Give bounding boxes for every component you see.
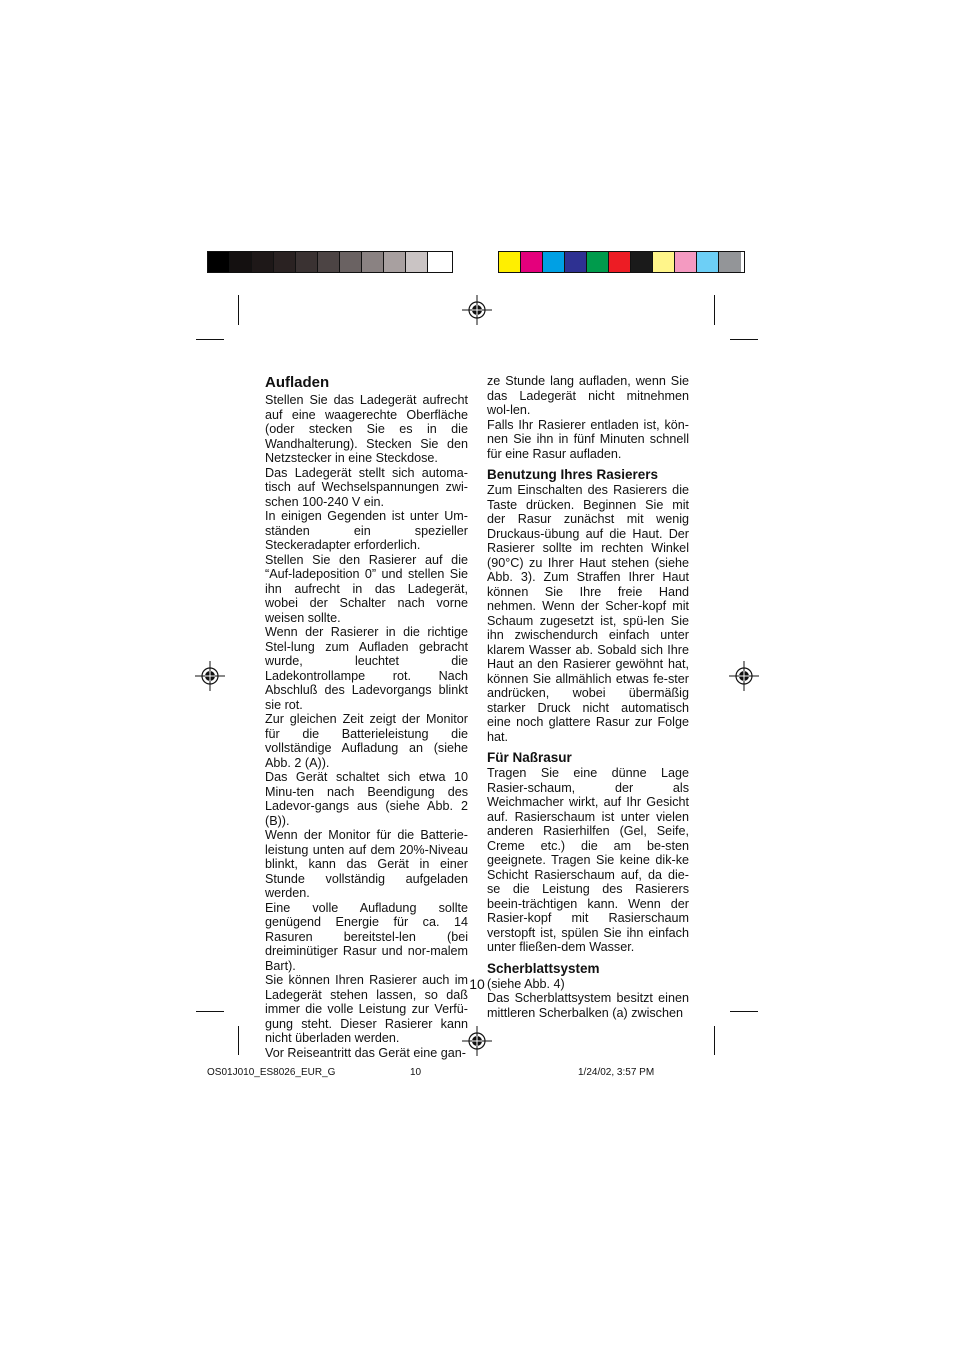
color-swatch: [384, 252, 406, 272]
color-swatch: [362, 252, 384, 272]
color-swatch: [697, 252, 719, 272]
section-heading: Benutzung Ihres Rasierers: [487, 467, 659, 482]
paragraph: Das Ladegerät stellt sich automa-tisch auf Wechselspannungen zwi-schen 100-240 V ein.: [265, 465, 468, 509]
footer-datetime: 1/24/02, 3:57 PM: [578, 1067, 655, 1078]
color-swatch: [208, 252, 230, 272]
right-column: [487, 374, 689, 1020]
color-swatch: [719, 252, 741, 272]
paragraph: Wenn der Monitor für die Batterie-leistung unten auf dem 20%-Niveau blinkt, kann das Gerät in einer Stunde vollständig aufgeladen werden.: [265, 828, 468, 900]
grayscale-calibration-strip: [207, 251, 453, 273]
color-swatch: [252, 252, 274, 272]
color-swatch: [521, 252, 543, 272]
crop-mark: [238, 1026, 239, 1055]
section-heading: Aufladen: [265, 374, 330, 391]
footer-filename: OS01J010_ES8026_EUR_G: [207, 1067, 336, 1078]
color-swatch: [499, 252, 521, 272]
paragraph: Das Scherblattsystem besitzt einen mittleren Scherbalken (a) zwischen: [487, 991, 689, 1020]
crop-mark: [730, 339, 758, 340]
paragraph: Eine volle Aufladung sollte genügend Energie für ca. 14 Rasuren bereitstel-len (bei dreiminütiger Rasur und nor-malem Bart).: [265, 900, 468, 973]
section-heading: Für Naßrasur: [487, 750, 572, 765]
crop-mark: [730, 1011, 758, 1012]
paragraph: ze Stunde lang aufladen, wenn Sie das Ladegerät nicht mitnehmen wol-len.: [487, 374, 689, 417]
paragraph: Stellen Sie den Rasierer auf die “Auf-ladeposition 0” und stellen Sie ihn aufrecht in das Ladegerät, wobei der Schalter nach vorne weisen sollte.: [265, 552, 468, 625]
color-swatch: [428, 252, 450, 272]
paragraph: Tragen Sie eine dünne Lage Rasier-schaum, der als Weichmacher wirkt, auf Ihr Gesicht auf. Rasierschaum ist unter vielen anderen Rasierhilfen (Gel, Seife, Creme etc.) die am be-sten geeignete. Tragen Sie keine dik-ke Schicht Rasierschaum auf, da die-se die Leistung des Rasierers beein-trächtigen kann. Wenn der Rasier-kopf mit Rasierschaum verstopft ist, spülen Sie ihn einfach unter fließen-dem Wasser.: [487, 766, 689, 954]
color-swatch: [406, 252, 428, 272]
color-swatch: [230, 252, 252, 272]
page-number: 10: [469, 976, 485, 992]
color-swatch: [274, 252, 296, 272]
registration-mark-icon: [462, 295, 492, 325]
crop-mark: [238, 295, 239, 325]
crop-mark: [196, 1011, 224, 1012]
color-swatch: [631, 252, 653, 272]
color-swatch: [653, 252, 675, 272]
paragraph: Zum Einschalten des Rasierers die Taste drücken. Beginnen Sie mit der Rasur zunächst mit wenig Druckaus-übung auf die Haut. Der Rasierer sollte im rechten Winkel (90°C) zu Ihrer Haut stehen (siehe Abb. 3). Zum Straffen Ihrer Haut können Sie Ihre freie Hand nehmen. Wenn der Scher-kopf mit Schaum zugesetzt ist, spü-len Sie ihn zwischendurch einfach unter klarem Wasser ab. Sobald sich Ihre Haut an den Rasierer gewöhnt hat, können Sie allmählich etwas fe-ster andrücken, wobei übermäßig starker Druck nicht automatisch eine noch glattere Rasur zur Folge hat.: [487, 483, 689, 744]
color-swatch: [587, 252, 609, 272]
footer-page: 10: [410, 1067, 422, 1078]
registration-mark-icon: [195, 661, 225, 691]
color-swatch: [609, 252, 631, 272]
paragraph: Vor Reiseantritt das Gerät eine gan-: [265, 1045, 466, 1060]
section-heading: Scherblattsystem: [487, 960, 600, 976]
crop-mark: [196, 339, 224, 340]
paragraph: Falls Ihr Rasierer entladen ist, kön-nen Sie ihn in fünf Minuten schnell für eine Rasur aufladen.: [487, 417, 689, 461]
left-column: [265, 373, 468, 1060]
color-swatch: [565, 252, 587, 272]
paragraph: Sie können Ihren Rasierer auch im Ladegerät stehen lassen, so daß immer die volle Leistung zur Verfü-gung steht. Dieser Rasierer kann nicht überladen werden.: [265, 973, 468, 1045]
figure-reference: (siehe Abb. 4): [487, 976, 565, 991]
paragraph: In einigen Gegenden ist unter Um-ständen ein spezieller Steckeradapter erforderlich.: [265, 509, 468, 552]
paragraph: Stellen Sie das Ladegerät aufrecht auf eine waagerechte Oberfläche (oder stecken Sie es in die Wandhalterung). Stecken Sie den Netzstecker in eine Steckdose.: [265, 393, 468, 465]
color-swatch: [296, 252, 318, 272]
paragraph: Zur gleichen Zeit zeigt der Monitor für die Batterieleistung die vollständige Aufladung an (siehe Abb. 2 (A)).: [265, 712, 468, 770]
color-swatch: [318, 252, 340, 272]
color-calibration-strip: [498, 251, 745, 273]
paragraph: Wenn der Rasierer in die richtige Stel-lung zum Aufladen gebracht wurde, leuchtet die Ladekontrollampe rot. Nach Abschluß des Ladevorgangs blinkt sie rot.: [265, 625, 468, 712]
color-swatch: [675, 252, 697, 272]
color-swatch: [340, 252, 362, 272]
paragraph: Das Gerät schaltet sich etwa 10 Minu-ten nach Beendigung des Ladevor-gangs aus (siehe Abb. 2 (B)).: [265, 770, 468, 828]
crop-mark: [714, 1026, 715, 1055]
crop-mark: [714, 295, 715, 325]
color-swatch: [543, 252, 565, 272]
registration-mark-icon: [729, 661, 759, 691]
